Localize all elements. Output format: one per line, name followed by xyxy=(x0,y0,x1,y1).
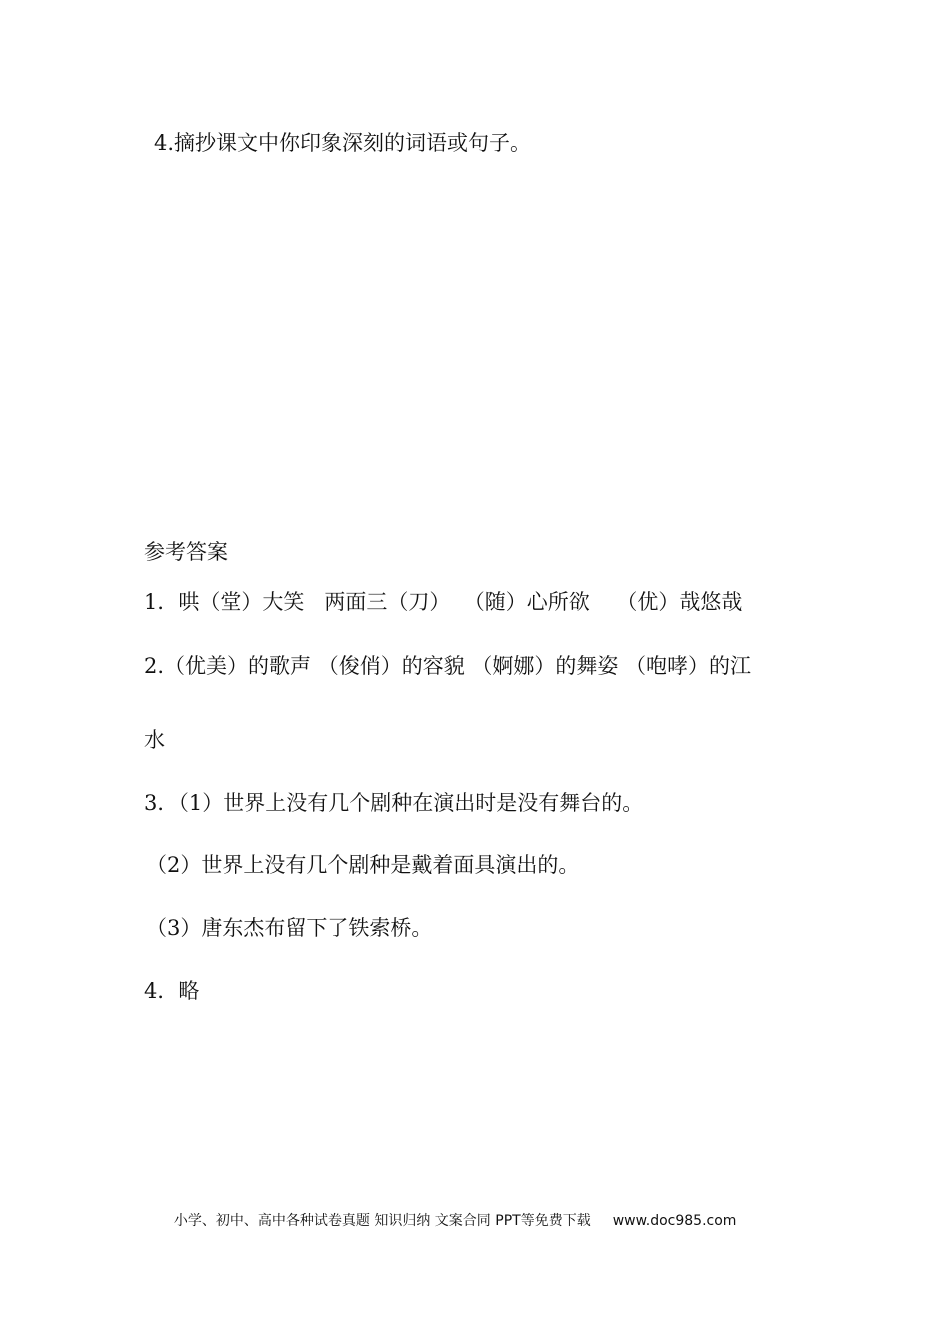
answers-heading: 参考答案 xyxy=(144,540,228,564)
answer-3: 3．（1）世界上没有几个剧种在演出时是没有舞台的。 xyxy=(144,791,644,815)
answer-2-continued: 水 xyxy=(144,728,165,752)
question-4: 4.摘抄课文中你印象深刻的词语或句子。 xyxy=(154,131,532,155)
answer-3-part-2: （2）世界上没有几个剧种是戴着面具演出的。 xyxy=(146,853,580,877)
page-footer xyxy=(165,1191,736,1231)
footer-url[interactable]: www.doc985.com xyxy=(612,1213,737,1229)
footer-text: 小学、初中、高中各种试卷真题 知识归纳 文案合同 PPT等免费下载 xyxy=(173,1213,591,1229)
answer-4: 4．略 xyxy=(144,979,200,1003)
answer-3-part-3: （3）唐东杰布留下了铁索桥。 xyxy=(146,916,433,940)
answer-2: 2.（优美）的歌声 （俊俏）的容貌 （婀娜）的舞姿 （咆哮）的江 xyxy=(144,654,752,678)
answer-1: 1．哄（堂）大笑 两面三（刀） （随）心所欲 （优）哉悠哉 xyxy=(144,590,743,614)
